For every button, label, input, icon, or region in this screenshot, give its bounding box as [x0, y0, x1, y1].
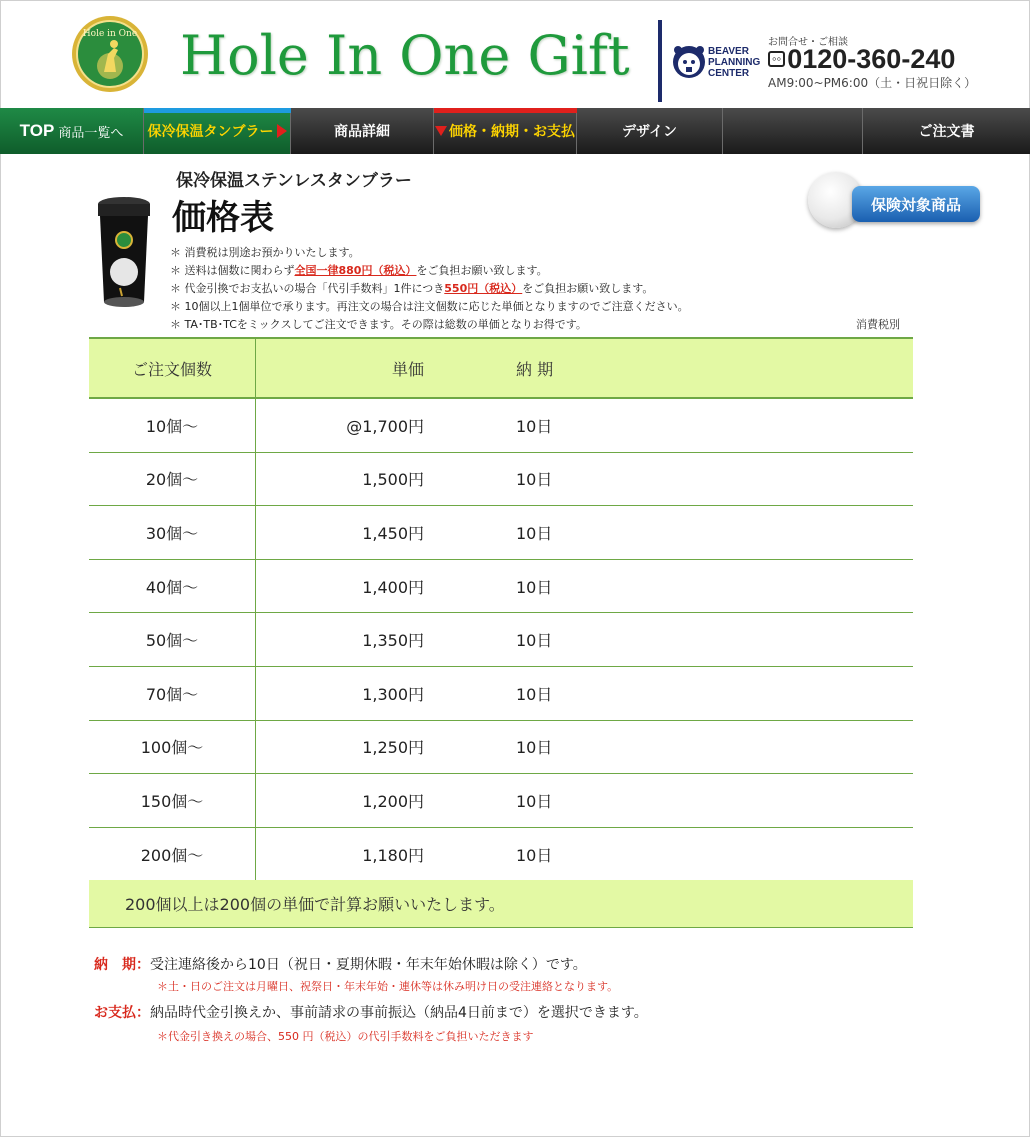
arrow-down-icon: [435, 126, 447, 136]
note-unit: ＊ 10個以上1個単位で承ります。再注文の場合は注文個数に応じた単価となりますのでご注意ください。: [170, 300, 689, 313]
cell-delivery: 10日: [424, 720, 666, 774]
cell-blank: [666, 559, 913, 613]
table-row: [89, 613, 913, 667]
cell-blank: [666, 827, 913, 881]
page-title: 価格表: [172, 198, 274, 238]
cell-qty: 150個～: [89, 774, 256, 828]
nav-order[interactable]: ご注文書: [918, 124, 975, 140]
note-highlight: 全国一律880円（税込）: [294, 264, 417, 277]
contact-label: お問合せ・ご相談: [768, 37, 848, 48]
beaver-planning-logo: [672, 44, 764, 88]
payment-subnote: ＊代金引き換えの場合、550 円（税込）の代引手数料をご負担いただきます: [157, 1030, 534, 1043]
nav-price[interactable]: [434, 108, 577, 154]
nav-accent-blue: [144, 108, 291, 113]
cell-delivery: 10日: [424, 452, 666, 506]
payment-label: お支払：: [94, 1005, 150, 1021]
svg-text:Hole in One: Hole in One: [82, 29, 138, 39]
cell-blank: [666, 720, 913, 774]
table-row: [89, 774, 913, 828]
table-header-row: [89, 338, 913, 398]
nav-top-label: TOP: [19, 121, 55, 140]
note-text: ＊ 送料は個数に関わらず: [170, 264, 295, 277]
nav-tumbler[interactable]: [144, 108, 291, 154]
cell-qty: 50個～: [89, 613, 256, 667]
cell-price: 1,200円: [256, 774, 425, 828]
price-table: [89, 337, 913, 881]
cell-price: 1,350円: [256, 613, 425, 667]
cell-qty: 70個～: [89, 666, 256, 720]
cell-qty: 40個～: [89, 559, 256, 613]
cell-qty: 30個～: [89, 506, 256, 560]
site-title[interactable]: Hole In One Gift: [180, 24, 630, 87]
note-cod: [170, 280, 689, 298]
cell-qty: 20個～: [89, 452, 256, 506]
table-row: [89, 452, 913, 506]
cell-qty: 100個～: [89, 720, 256, 774]
delivery-info: [94, 954, 587, 974]
header-qty: ご注文個数: [89, 338, 256, 398]
cell-blank: [666, 774, 913, 828]
beaver-logo-line: PLANNING: [708, 57, 761, 68]
phone-number-text: 0120-360-240: [787, 44, 956, 74]
cell-blank: [666, 613, 913, 667]
cell-blank: [666, 506, 913, 560]
nav-price-label: 価格・納期・お支払: [449, 124, 575, 140]
header-price: 単価: [256, 338, 425, 398]
table-row: [89, 398, 913, 452]
cell-delivery: 10日: [424, 774, 666, 828]
hole-in-one-logo[interactable]: [70, 14, 150, 94]
header-delivery: 納 期: [424, 338, 666, 398]
nav-tumbler-label: 保冷保温タンブラー: [147, 124, 274, 140]
payment-info: [94, 1002, 648, 1022]
note-tax: ＊ 消費税は別途お預かりいたします。: [170, 246, 360, 259]
note-text: ＊ 代金引換でお支払いの場合「代引手数料」1件につき: [170, 282, 445, 295]
beaver-logo-line: CENTER: [708, 68, 750, 79]
price-notes: [170, 244, 689, 334]
note-shipping: [170, 262, 689, 280]
header-blank: [666, 338, 913, 398]
note-highlight: 550円（税込）: [444, 282, 523, 295]
cell-qty: 200個～: [89, 827, 256, 881]
table-footer-note: 200個以上は200個の単価で計算お願いいたします。: [89, 880, 913, 928]
cell-price: 1,450円: [256, 506, 425, 560]
nav-blank: [723, 108, 863, 154]
delivery-subnote: ＊土・日のご注文は月曜日、祝祭日・年末年始・連休等は休み明け日の受注連絡となります。: [157, 980, 619, 993]
nav-design[interactable]: デザイン: [577, 108, 723, 154]
freedial-icon: ◦◦: [768, 51, 785, 67]
cell-blank: [666, 398, 913, 452]
cell-delivery: 10日: [424, 398, 666, 452]
nav-top-sublabel: 商品一覧へ: [58, 125, 124, 141]
table-row: [89, 666, 913, 720]
tax-excluded-note: 消費税別: [856, 318, 900, 331]
cell-price: 1,500円: [256, 452, 425, 506]
insurance-badge[interactable]: [808, 172, 984, 232]
note-mix: ＊ TA･TB･TCをミックスしてご注文できます。その際は総数の単価となりお得です。: [170, 318, 587, 331]
table-row: [89, 506, 913, 560]
cell-delivery: 10日: [424, 827, 666, 881]
cell-delivery: 10日: [424, 613, 666, 667]
delivery-text: 受注連絡後から10日（祝日・夏期休暇・年末年始休暇は除く）です。: [150, 957, 587, 973]
cell-delivery: 10日: [424, 666, 666, 720]
beaver-logo-text: [708, 46, 760, 79]
nav-detail[interactable]: 商品詳細: [291, 108, 434, 154]
site-header: [0, 0, 1030, 108]
insurance-badge-label: 保険対象商品: [852, 186, 980, 222]
cell-price: @1,700円: [256, 398, 425, 452]
table-row: [89, 827, 913, 881]
arrow-right-icon: [277, 124, 287, 138]
payment-text: 納品時代金引換えか、事前請求の事前振込（納品4日前まで）を選択できます。: [150, 1005, 648, 1021]
main-nav: [0, 108, 1030, 154]
note-text: をご負担お願い致します。: [416, 264, 548, 277]
business-hours: AM9:00~PM6:00（土・日祝日除く）: [768, 76, 977, 90]
beaver-icon: [672, 44, 706, 80]
cell-delivery: 10日: [424, 506, 666, 560]
nav-top[interactable]: [0, 108, 144, 154]
cell-price: 1,400円: [256, 559, 425, 613]
note-text: をご負担お願い致します。: [522, 282, 654, 295]
nav-accent-red: [434, 108, 577, 113]
cell-price: 1,180円: [256, 827, 425, 881]
header-divider: [658, 20, 662, 102]
cell-blank: [666, 452, 913, 506]
freedial-number[interactable]: [768, 44, 955, 75]
beaver-logo-line: BEAVER: [708, 46, 749, 57]
delivery-label: 納 期：: [94, 957, 150, 973]
cell-blank: [666, 666, 913, 720]
tumbler-image: [92, 194, 156, 310]
cell-price: 1,250円: [256, 720, 425, 774]
cell-delivery: 10日: [424, 559, 666, 613]
product-subtitle: 保冷保温ステンレスタンブラー: [176, 171, 412, 191]
cell-qty: 10個～: [89, 398, 256, 452]
table-row: [89, 720, 913, 774]
table-row: [89, 559, 913, 613]
cell-price: 1,300円: [256, 666, 425, 720]
